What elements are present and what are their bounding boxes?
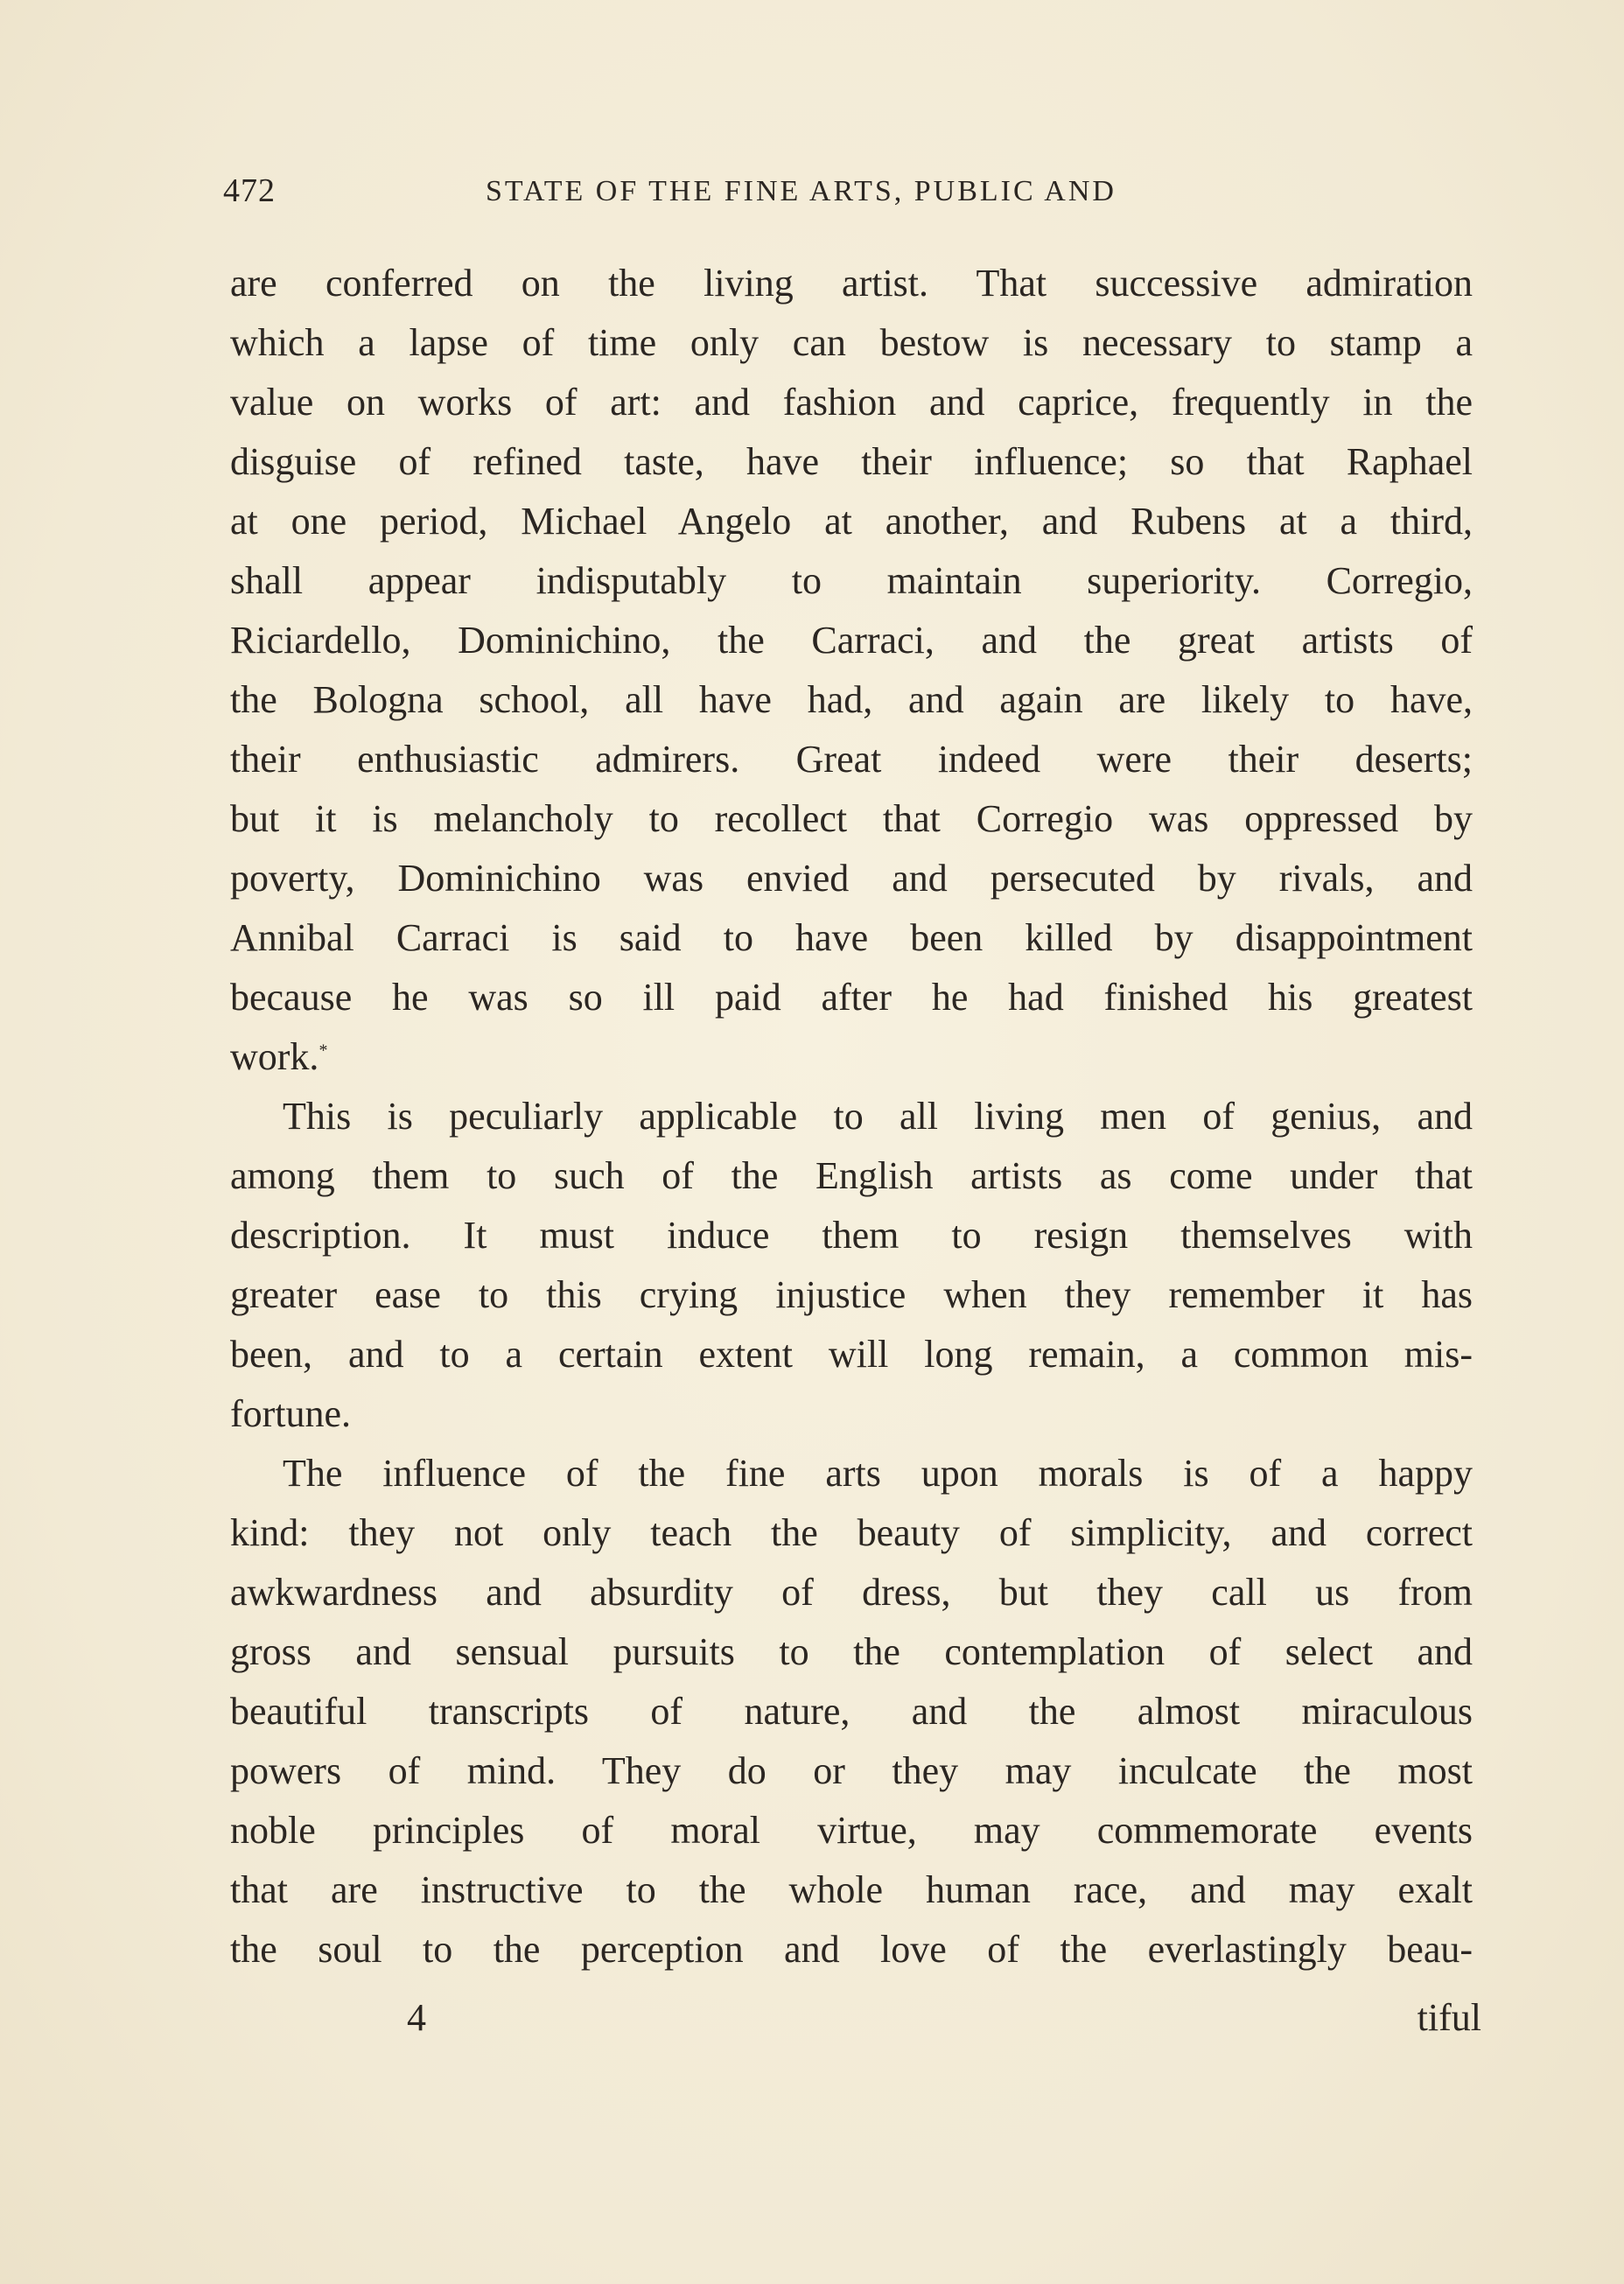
text-line bbox=[230, 611, 1473, 670]
text-line-content: awkwardness and absurdity of dress, but they call us from bbox=[230, 1571, 1473, 1614]
signature-mark: 4 bbox=[407, 1996, 426, 2039]
text-line bbox=[230, 1027, 1473, 1087]
text-line-content: beautiful transcripts of nature, and the almost miraculous bbox=[230, 1690, 1473, 1733]
text-line-content: but it is melancholy to recollect that Corregio was oppressed by bbox=[230, 797, 1473, 840]
text-line bbox=[230, 1265, 1473, 1325]
catchword: tiful bbox=[1417, 1996, 1481, 2039]
text-line-content: kind: they not only teach the beauty of simplicity, and correct bbox=[230, 1511, 1473, 1554]
text-line bbox=[230, 1503, 1473, 1563]
text-line bbox=[230, 313, 1473, 373]
text-line bbox=[230, 1384, 1473, 1444]
text-line-content: Annibal Carraci is said to have been killed by disappointment bbox=[230, 916, 1473, 959]
footnote-marker: * bbox=[318, 1040, 328, 1061]
text-line bbox=[230, 1801, 1473, 1860]
text-line bbox=[230, 1860, 1473, 1920]
running-title: STATE OF THE FINE ARTS, PUBLIC AND bbox=[486, 175, 1116, 207]
text-line-content: powers of mind. They do or they may inculcate the most bbox=[230, 1749, 1473, 1792]
text-line bbox=[230, 1206, 1473, 1265]
text-line bbox=[230, 908, 1473, 968]
text-line-content: Riciardello, Dominichino, the Carraci, and the great artists of bbox=[230, 619, 1473, 662]
page-footer bbox=[230, 1995, 1481, 2048]
text-line-content: that are instructive to the whole human race, and may exalt bbox=[230, 1868, 1473, 1911]
text-line-content: The influence of the fine arts upon morals is of a happy bbox=[283, 1452, 1473, 1495]
text-line-content: their enthusiastic admirers. Great indeed were their deserts; bbox=[230, 738, 1473, 781]
text-line bbox=[230, 1741, 1473, 1801]
text-line-content: at one period, Michael Angelo at another, and Rubens at a third, bbox=[230, 500, 1473, 543]
text-line-content: shall appear indisputably to maintain superiority. Corregio, bbox=[230, 559, 1473, 602]
text-line bbox=[230, 1622, 1473, 1682]
text-line-content: value on works of art: and fashion and caprice, frequently in the bbox=[230, 381, 1473, 424]
text-line bbox=[230, 1146, 1473, 1206]
text-line bbox=[230, 1563, 1473, 1622]
text-line-content: been, and to a certain extent will long remain, a common mis- bbox=[230, 1333, 1473, 1376]
text-line bbox=[230, 1682, 1473, 1741]
text-line bbox=[230, 492, 1473, 551]
text-line bbox=[230, 670, 1473, 730]
text-line-content: the Bologna school, all have had, and again are likely to have, bbox=[230, 678, 1473, 721]
text-line-content: disguise of refined taste, have their influence; so that Raphael bbox=[230, 440, 1473, 483]
text-line bbox=[230, 1087, 1473, 1146]
text-line bbox=[230, 730, 1473, 789]
text-line bbox=[230, 1920, 1473, 1979]
text-line bbox=[230, 849, 1473, 908]
text-line-content: the soul to the perception and love of the everlastingly beau- bbox=[230, 1928, 1473, 1971]
text-line-content: are conferred on the living artist. That successive admiration bbox=[230, 262, 1473, 305]
body-text bbox=[230, 254, 1473, 1979]
text-line bbox=[230, 968, 1473, 1027]
text-line bbox=[230, 1444, 1473, 1503]
text-line bbox=[230, 432, 1473, 492]
text-line-content: among them to such of the English artists as come under that bbox=[230, 1154, 1473, 1197]
text-line bbox=[230, 1325, 1473, 1384]
text-line-content: greater ease to this crying injustice when they remember it has bbox=[230, 1273, 1473, 1316]
text-line bbox=[230, 789, 1473, 849]
text-line-content: fortune. bbox=[230, 1392, 352, 1435]
text-line-content: noble principles of moral virtue, may commemorate events bbox=[230, 1809, 1473, 1852]
text-line bbox=[230, 373, 1473, 432]
text-line-content: because he was so ill paid after he had finished his greatest bbox=[230, 976, 1473, 1019]
text-line-content: which a lapse of time only can bestow is necessary to stamp a bbox=[230, 321, 1473, 364]
page-number: 472 bbox=[223, 172, 276, 209]
text-line-content: This is peculiarly applicable to all living men of genius, and bbox=[283, 1095, 1473, 1138]
text-line-content: gross and sensual pursuits to the contemplation of select and bbox=[230, 1630, 1473, 1673]
text-line-content: poverty, Dominichino was envied and persecuted by rivals, and bbox=[230, 857, 1473, 900]
text-line-content: description. It must induce them to resign themselves with bbox=[230, 1214, 1473, 1257]
text-line-content: work. bbox=[230, 1035, 319, 1078]
text-line bbox=[230, 551, 1473, 611]
running-head bbox=[223, 172, 1474, 224]
text-line bbox=[230, 254, 1473, 313]
